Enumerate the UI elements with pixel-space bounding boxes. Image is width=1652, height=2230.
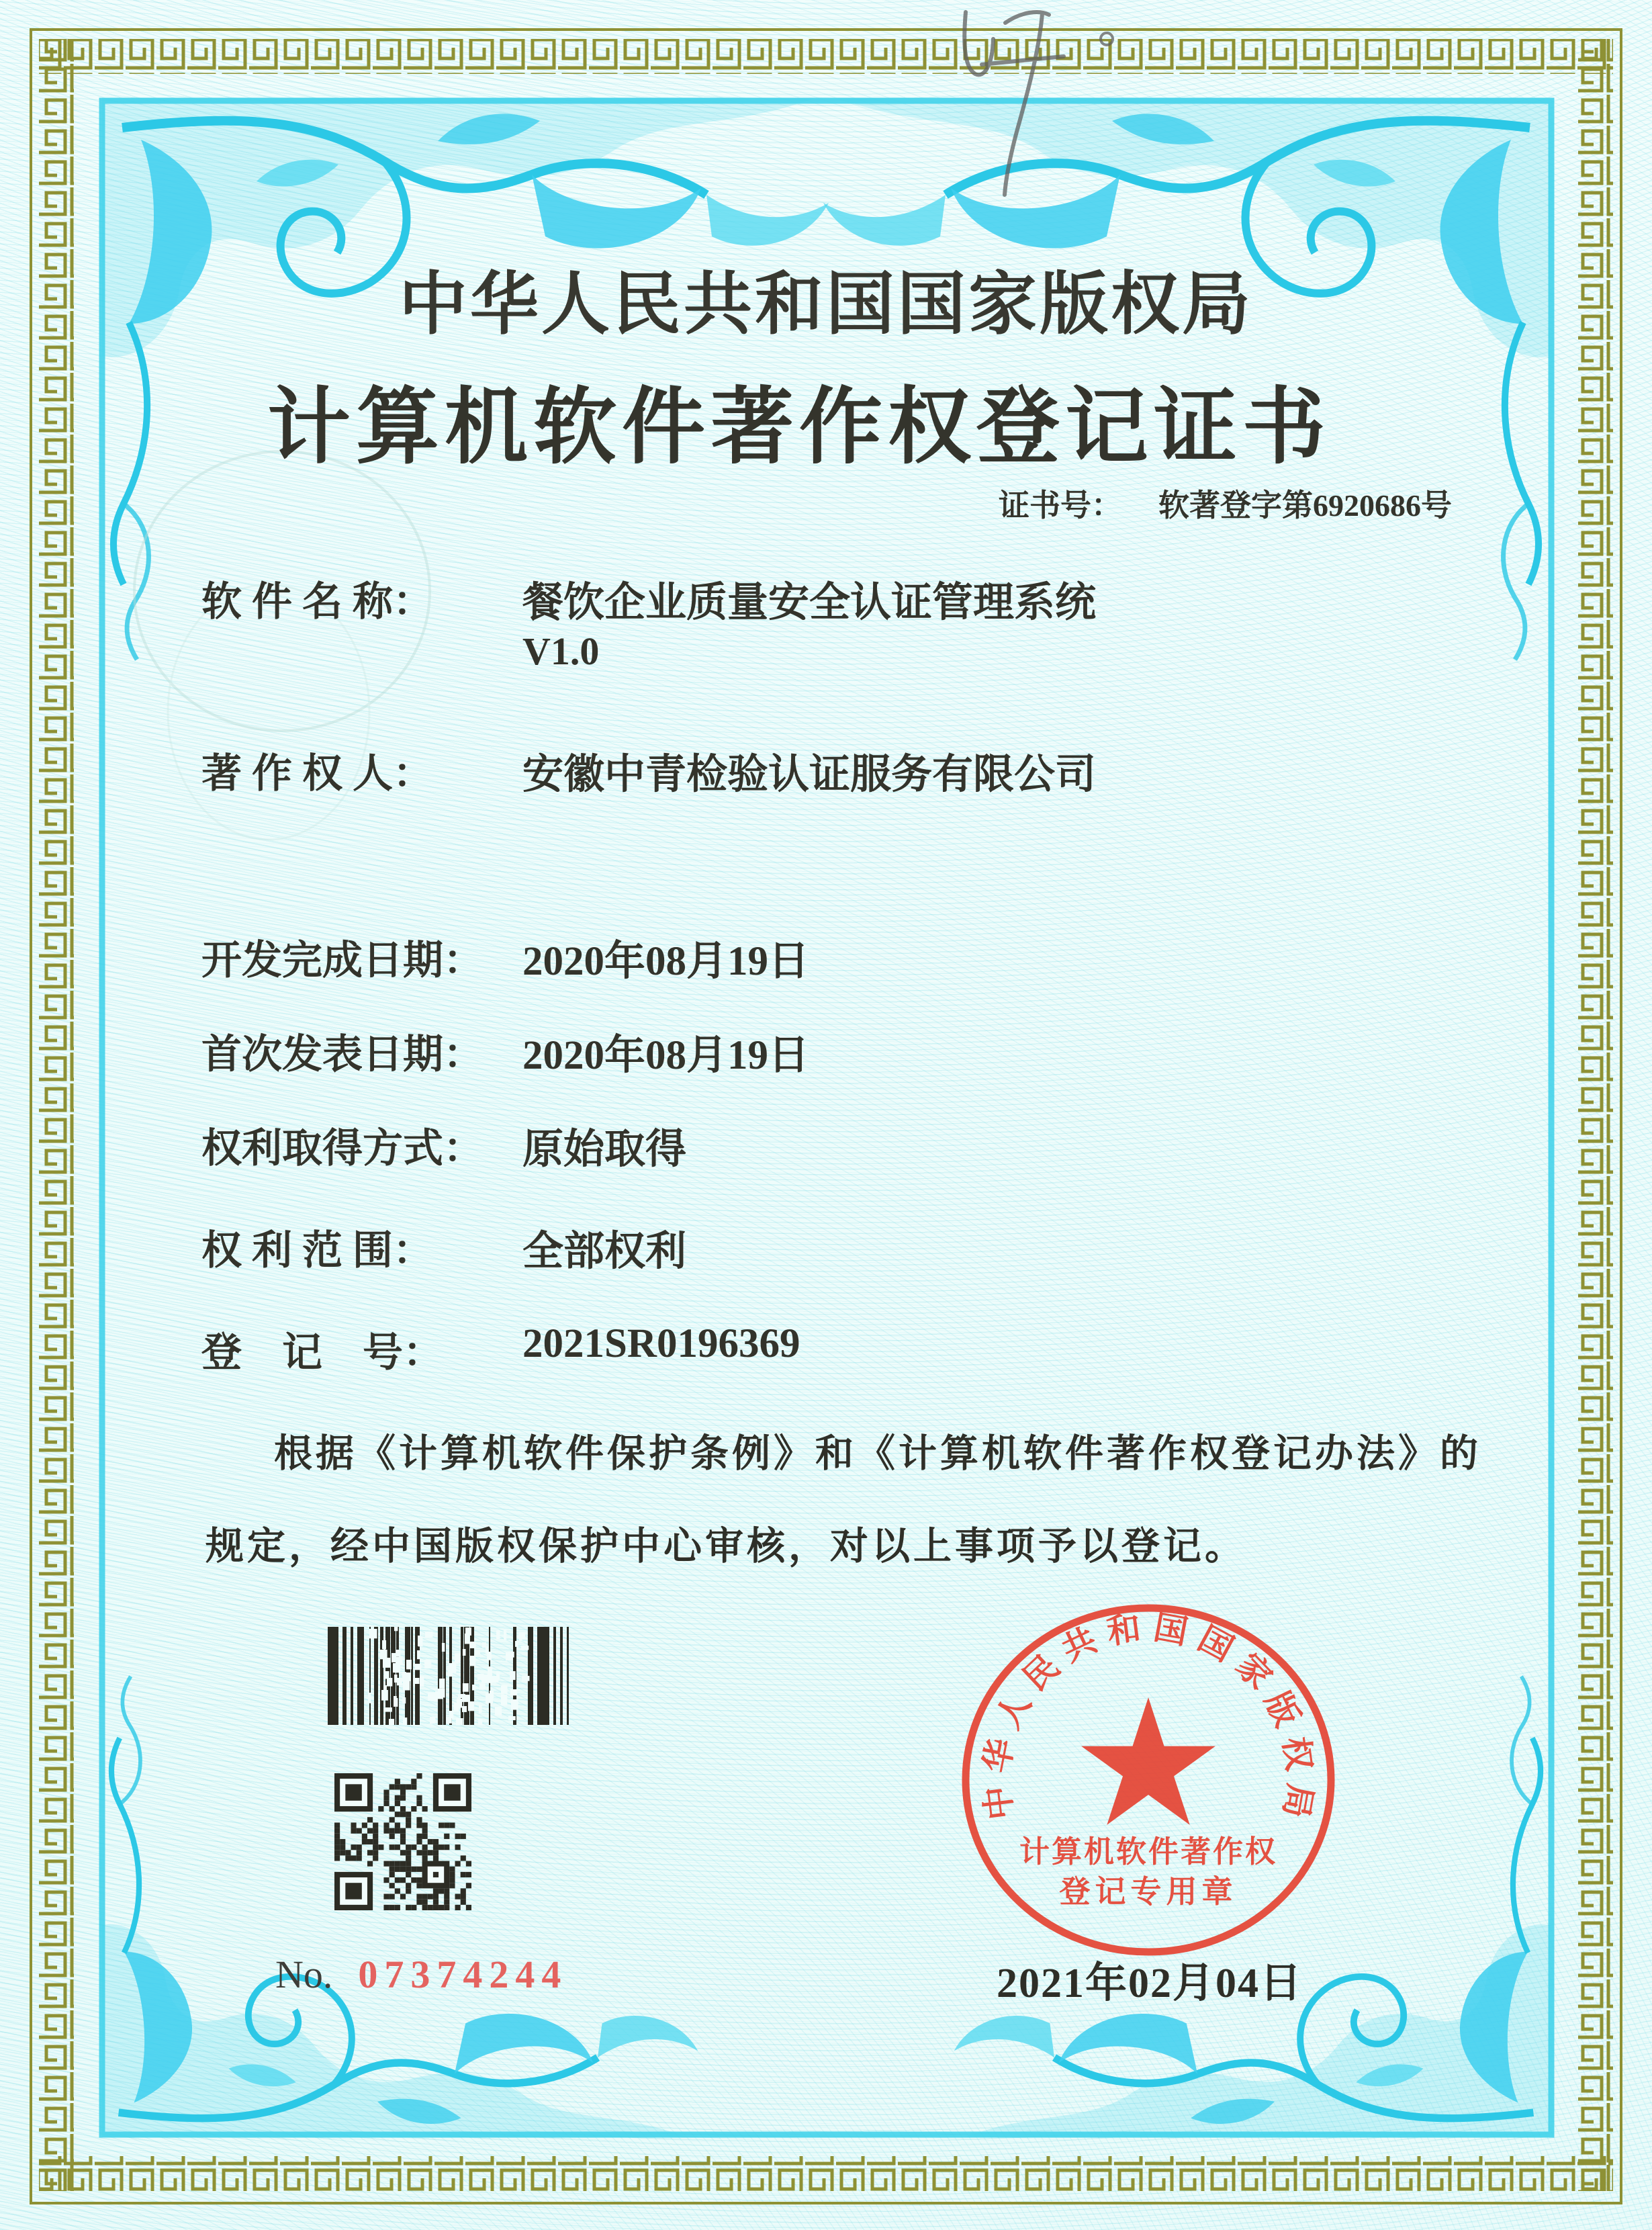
field-software-name — [201, 570, 1096, 628]
dev-complete-date-value: 2020年08月19日 — [522, 939, 810, 984]
software-name-value: 餐饮企业质量安全认证管理系统 — [522, 580, 1097, 625]
software-name-label: 软 件 名 称： — [201, 580, 433, 624]
rights-acquisition-value: 原始取得 — [522, 1127, 687, 1172]
serial-number-line — [275, 1952, 567, 1997]
rights-scope-value: 全部权利 — [522, 1229, 687, 1274]
issue-date: 2021年02月04日 — [996, 1961, 1303, 2006]
rights-scope-label: 权 利 范 围： — [201, 1229, 433, 1273]
qr-code — [334, 1773, 471, 1910]
certificate-number-value: 软著登字第6920686号 — [1158, 488, 1452, 523]
field-first-publish-date — [201, 1022, 809, 1081]
dev-complete-date-label: 开发完成日期： — [201, 938, 484, 983]
seal-arc-text: 中华人民共和国国家版权局 — [976, 1607, 1320, 1831]
statement-line1: 根据《计算机软件保护条例》和《计算机软件著作权登记办法》的 — [274, 1433, 1481, 1475]
barcode — [328, 1627, 578, 1725]
certificate-number-label: 证书号： — [999, 488, 1122, 523]
field-rights-scope — [201, 1218, 686, 1277]
field-copyright-owner — [201, 742, 1096, 800]
serial-number-label: No. — [275, 1953, 333, 1996]
registration-number-value: 2021SR0196369 — [522, 1321, 800, 1366]
serial-number-value: 07374244 — [358, 1953, 568, 1996]
certificate-title: 计算机软件著作权登记证书 — [267, 382, 1331, 474]
copyright-owner-value: 安徽中青检验认证服务有限公司 — [522, 752, 1097, 797]
copyright-owner-label: 著 作 权 人： — [201, 752, 433, 796]
issuing-authority: 中华人民共和国国家版权局 — [399, 267, 1253, 343]
seal-text-line1: 计算机软件著作权 — [1019, 1835, 1278, 1869]
official-seal — [952, 1600, 1342, 1963]
seal-star — [1081, 1697, 1215, 1825]
registration-number-label: 登 记 号： — [201, 1331, 443, 1375]
field-rights-acquisition — [201, 1116, 686, 1175]
seal-text-line2: 登记专用章 — [1059, 1875, 1238, 1909]
field-registration-number — [201, 1321, 800, 1378]
software-version-value: V1.0 — [522, 629, 600, 673]
first-publish-date-label: 首次发表日期： — [201, 1032, 484, 1077]
fret-border-top — [39, 39, 1613, 74]
statement-line2: 规定，经中国版权保护中心审核，对以上事项予以登记。 — [205, 1525, 1246, 1568]
fret-border-bottom — [39, 2156, 1613, 2191]
first-publish-date-value: 2020年08月19日 — [522, 1033, 810, 1078]
field-dev-complete-date — [201, 928, 809, 987]
rights-acquisition-label: 权利取得方式： — [201, 1126, 484, 1171]
certificate-number-line — [999, 481, 1452, 525]
